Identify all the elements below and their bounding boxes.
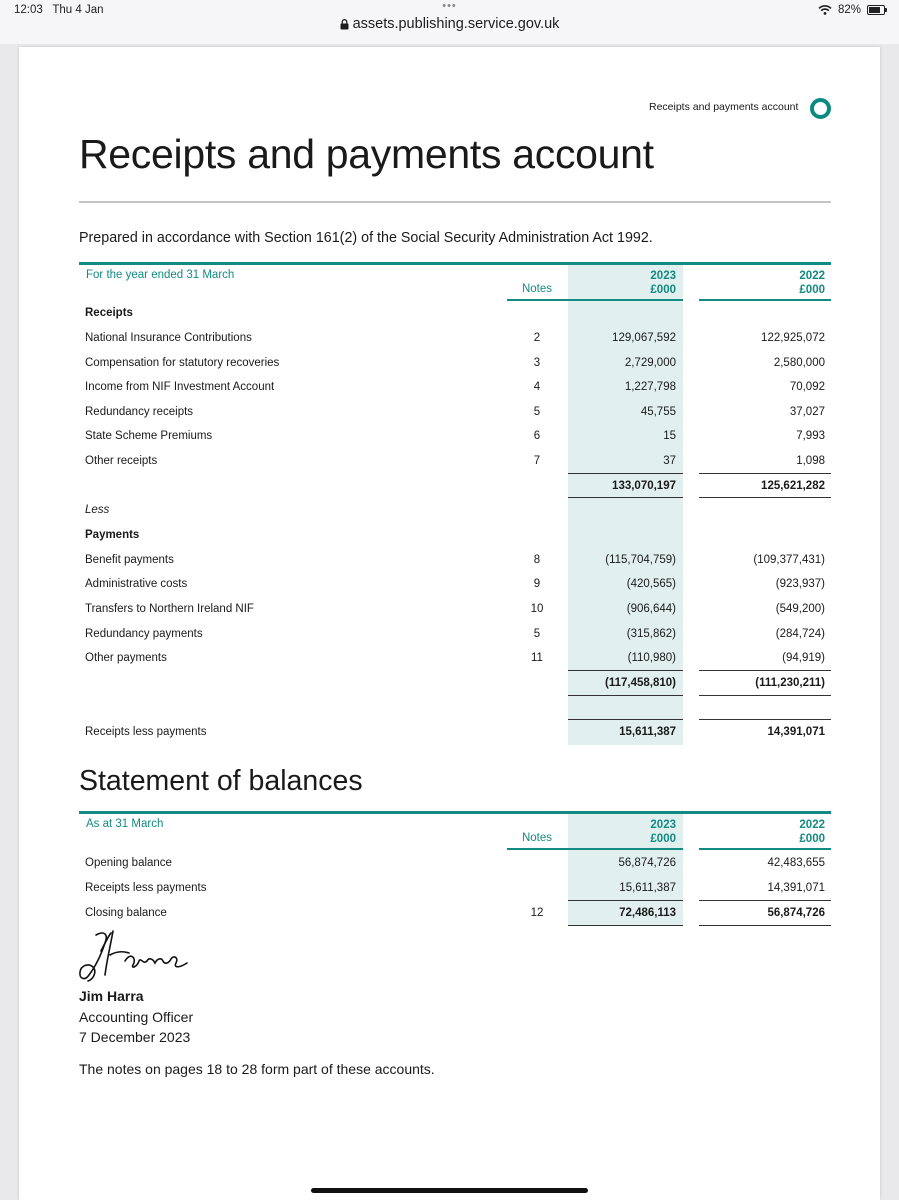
- balance-row-label: Receipts less payments: [85, 882, 207, 894]
- receipts-subtotal-rule-2023: [568, 473, 683, 474]
- receipt-row-label: National Insurance Contributions: [85, 332, 252, 344]
- section-ring-icon: [810, 98, 831, 119]
- payment-row-label: Other payments: [85, 652, 167, 664]
- payment-row-2022: (284,724): [775, 628, 825, 640]
- signature-date: 7 December 2023: [79, 1029, 191, 1045]
- payment-row-note: 10: [530, 603, 544, 615]
- balances-notes-rule: [507, 848, 568, 850]
- less-label: Less: [85, 504, 110, 516]
- balances-col-header-2022: 2022 £000: [799, 819, 825, 845]
- receipt-row-2022: 37,027: [789, 406, 825, 418]
- table-caption: For the year ended 31 March: [86, 269, 235, 281]
- receipts-total-rule-2022: [699, 497, 831, 498]
- receipt-row-label: State Scheme Premiums: [85, 430, 213, 442]
- multitask-dots[interactable]: •••: [442, 0, 457, 12]
- receipt-row-2023: 15: [663, 430, 676, 442]
- signatory-name: Jim Harra: [79, 988, 144, 1004]
- table-top-rule: [79, 262, 831, 265]
- closing-balance-2023: 72,486,113: [619, 907, 676, 919]
- net-row-label: Receipts less payments: [85, 726, 207, 738]
- url-text: assets.publishing.service.gov.uk: [352, 16, 560, 32]
- payment-row-2022: (549,200): [775, 603, 825, 615]
- status-indicators: [818, 4, 885, 16]
- payments-total-2023: (117,458,810): [605, 677, 676, 689]
- receipt-row-2022: 1,098: [796, 455, 825, 467]
- receipt-row-note: 7: [533, 455, 541, 467]
- net-rule-2022: [699, 719, 831, 720]
- home-indicator[interactable]: [311, 1188, 588, 1193]
- address-bar[interactable]: [0, 16, 899, 32]
- payments-total-rule-2023: [568, 695, 683, 696]
- payment-row-label: Benefit payments: [85, 554, 174, 566]
- balances-notes-header: Notes: [521, 832, 553, 844]
- status-time: 12:03 Thu 4 Jan: [14, 4, 104, 16]
- net-row-2023: 15,611,387: [619, 726, 676, 738]
- col-2022-header-rule: [699, 299, 831, 301]
- col-2023-header-rule: [568, 299, 683, 301]
- receipts-heading: Receipts: [85, 307, 133, 319]
- payment-row-label: Transfers to Northern Ireland NIF: [85, 603, 254, 615]
- receipt-row-2023: 1,227,798: [624, 381, 676, 393]
- payment-row-2022: (94,919): [782, 652, 825, 664]
- status-bar: [0, 0, 899, 44]
- receipt-row-label: Income from NIF Investment Account: [85, 381, 275, 393]
- lock-icon: [340, 19, 349, 30]
- payment-row-2023: (115,704,759): [605, 554, 676, 566]
- receipts-subtotal-rule-2022: [699, 473, 831, 474]
- receipt-row-2022: 70,092: [789, 381, 825, 393]
- payments-heading: Payments: [85, 529, 140, 541]
- receipt-row-note: 6: [533, 430, 541, 442]
- balances-col-header-2023: 2023 £000: [650, 819, 676, 845]
- page-title: Receipts and payments account: [79, 131, 654, 177]
- signature-image: [77, 929, 192, 984]
- receipt-row-2023: 129,067,592: [612, 332, 676, 344]
- payments-subtotal-rule-2022: [699, 670, 831, 671]
- notes-header-rule: [507, 299, 568, 301]
- receipt-row-2023: 2,729,000: [624, 357, 676, 369]
- notes-header: Notes: [521, 283, 553, 295]
- payment-row-2023: (420,565): [626, 578, 676, 590]
- battery-percent: 82%: [837, 4, 861, 16]
- receipt-row-note: 3: [533, 357, 541, 369]
- payment-row-note: 11: [531, 652, 543, 664]
- receipt-row-label: Redundancy receipts: [85, 406, 194, 418]
- receipt-row-2022: 7,993: [796, 430, 825, 442]
- balance-row-2022: 14,391,071: [767, 882, 825, 894]
- receipt-row-note: 2: [533, 332, 541, 344]
- balance-row-2023: 15,611,387: [619, 882, 676, 894]
- receipts-total-2023: 133,070,197: [612, 480, 676, 492]
- document-page: [19, 47, 880, 1200]
- receipt-row-2022: 122,925,072: [761, 332, 825, 344]
- closing-total-rule-2023: [568, 925, 683, 926]
- payment-row-2023: (906,644): [626, 603, 676, 615]
- balance-row-label: Opening balance: [85, 857, 172, 869]
- battery-icon: [867, 5, 885, 15]
- title-divider: [79, 201, 831, 203]
- payment-row-2023: (110,980): [627, 652, 676, 664]
- receipt-row-note: 4: [533, 381, 541, 393]
- payment-row-note: 9: [533, 578, 541, 590]
- wifi-icon: [818, 5, 832, 15]
- intro-text: Prepared in accordance with Section 161(2) of the Social Security Administration Act 1992.: [79, 230, 653, 246]
- signatory-role: Accounting Officer: [79, 1009, 194, 1025]
- balances-heading: Statement of balances: [79, 765, 363, 797]
- payment-row-note: 5: [533, 628, 541, 640]
- closing-balance-label: Closing balance: [85, 907, 167, 919]
- receipt-row-label: Compensation for statutory recoveries: [85, 357, 280, 369]
- net-rule-2023: [568, 719, 683, 720]
- payments-total-rule-2022: [699, 695, 831, 696]
- col-header-2023: 2023 £000: [650, 270, 676, 296]
- payments-total-2022: (111,230,211): [755, 677, 825, 689]
- col-header-2022: 2022 £000: [799, 270, 825, 296]
- balance-row-2022: 42,483,655: [767, 857, 825, 869]
- payment-row-2023: (315,862): [626, 628, 676, 640]
- net-row-2022: 14,391,071: [767, 726, 825, 738]
- closing-balance-note: 12: [530, 907, 544, 919]
- closing-rule-2022: [699, 900, 831, 901]
- receipts-total-2022: 125,621,282: [761, 480, 825, 492]
- payment-row-2022: (109,377,431): [753, 554, 825, 566]
- payments-subtotal-rule-2023: [568, 670, 683, 671]
- balances-2022-header-rule: [699, 848, 831, 850]
- closing-total-rule-2022: [699, 925, 831, 926]
- payment-row-note: 8: [533, 554, 541, 566]
- section-tab-label: Receipts and payments account: [649, 101, 799, 113]
- balances-caption: As at 31 March: [86, 818, 164, 830]
- receipt-row-2022: 2,580,000: [773, 357, 825, 369]
- payment-row-label: Redundancy payments: [85, 628, 203, 640]
- receipt-row-label: Other receipts: [85, 455, 158, 467]
- closing-rule-2023: [568, 900, 683, 901]
- footnote-text: The notes on pages 18 to 28 form part of these accounts.: [79, 1061, 435, 1077]
- payment-row-label: Administrative costs: [85, 578, 188, 590]
- receipt-row-2023: 37: [663, 455, 676, 467]
- payment-row-2022: (923,937): [775, 578, 825, 590]
- receipts-total-rule-2023: [568, 497, 683, 498]
- receipt-row-note: 5: [533, 406, 541, 418]
- balances-2023-header-rule: [568, 848, 683, 850]
- closing-balance-2022: 56,874,726: [767, 907, 825, 919]
- balance-row-2023: 56,874,726: [618, 857, 676, 869]
- receipt-row-2023: 45,755: [640, 406, 676, 418]
- balances-top-rule: [79, 811, 831, 814]
